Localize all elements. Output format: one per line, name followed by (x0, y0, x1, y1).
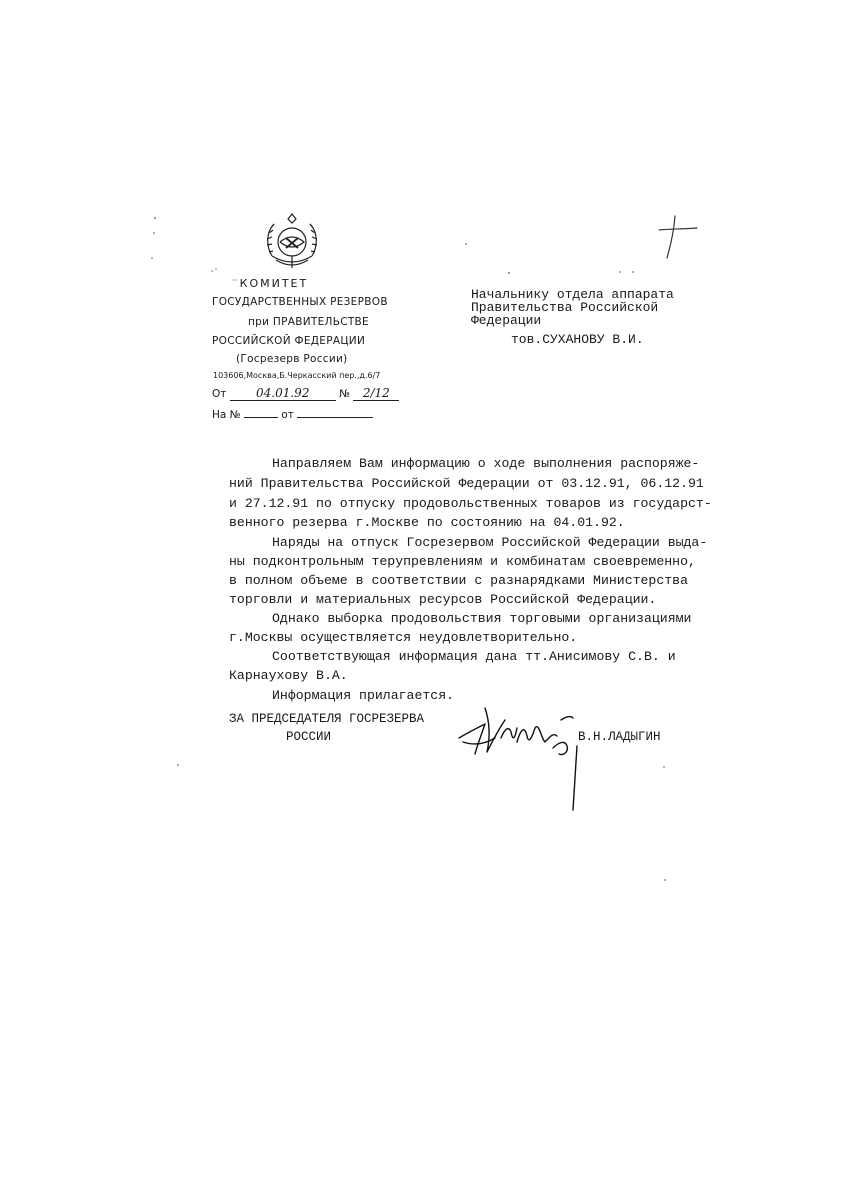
date-prefix: От (212, 388, 227, 400)
letter-date: 04.01.92 (230, 387, 336, 401)
letterhead-org-line1: ГОСУДАРСТВЕННЫХ РЕЗЕРВОВ (212, 296, 388, 308)
letterhead-org-line3: РОССИЙСКОЙ ФЕДЕРАЦИИ (212, 335, 366, 347)
addressee-line2: Правительства Российской (471, 300, 659, 315)
letterhead-address: 103606,Москва,Б.Черкасский пер.,д.6/7 (213, 371, 381, 380)
body-line: г.Москвы осуществляется неудовлетворительно. (229, 630, 578, 645)
ref-from: от (281, 409, 294, 421)
body-line: венного резерва г.Москве по состоянию на 04.01.92. (229, 515, 625, 530)
addressee-name: тов.СУХАНОВУ В.И. (511, 332, 644, 347)
body-line: Направляем Вам информацию о ходе выполнения распоряже- (272, 456, 700, 471)
number-prefix: № (339, 388, 350, 400)
signatory-title-line1: ЗА ПРЕДСЕДАТЕЛЯ ГОСРЕЗЕРВА (229, 712, 425, 726)
body-line: ны подконтрольным терупревлениям и комбинатам своевременно, (229, 554, 696, 569)
body-line: Соответствующая информация дана тт.Анисимову С.В. и (272, 649, 676, 664)
body-line: Карнаухову В.А. (229, 668, 348, 683)
signatory-title-line2: РОССИИ (286, 730, 332, 744)
letterhead-org-line2: при ПРАВИТЕЛЬСТВЕ (248, 316, 369, 328)
addressee-line3: Федерации (471, 313, 542, 328)
body-line: Однако выборка продовольствия торговыми организациями (272, 611, 692, 626)
addressee-line1: Начальнику отдела аппарата (471, 287, 674, 302)
body-line: торговли и материальных ресурсов Российской Федерации. (229, 592, 657, 607)
body-line: и 27.12.91 по отпуску продовольственных товаров из государст- (229, 496, 712, 511)
ref-prefix: На № (212, 409, 241, 421)
letterhead-org-line4: (Госрезерв России) (236, 353, 348, 365)
letter-number: 2/12 (353, 387, 399, 401)
body-line: Информация прилагается. (272, 688, 455, 703)
letterhead-committee: ·· КОМИТЕТ (232, 276, 309, 290)
body-line: Наряды на отпуск Госрезервом Российской Федерации выда- (272, 535, 708, 550)
signatory-name: В.Н.ЛАДЫГИН (578, 730, 661, 744)
body-line: ний Правительства Российской Федерации от 03.12.91, 06.12.91 (229, 476, 704, 491)
body-line: в полном объеме в соответствии с разнарядками Министерства (229, 573, 688, 588)
